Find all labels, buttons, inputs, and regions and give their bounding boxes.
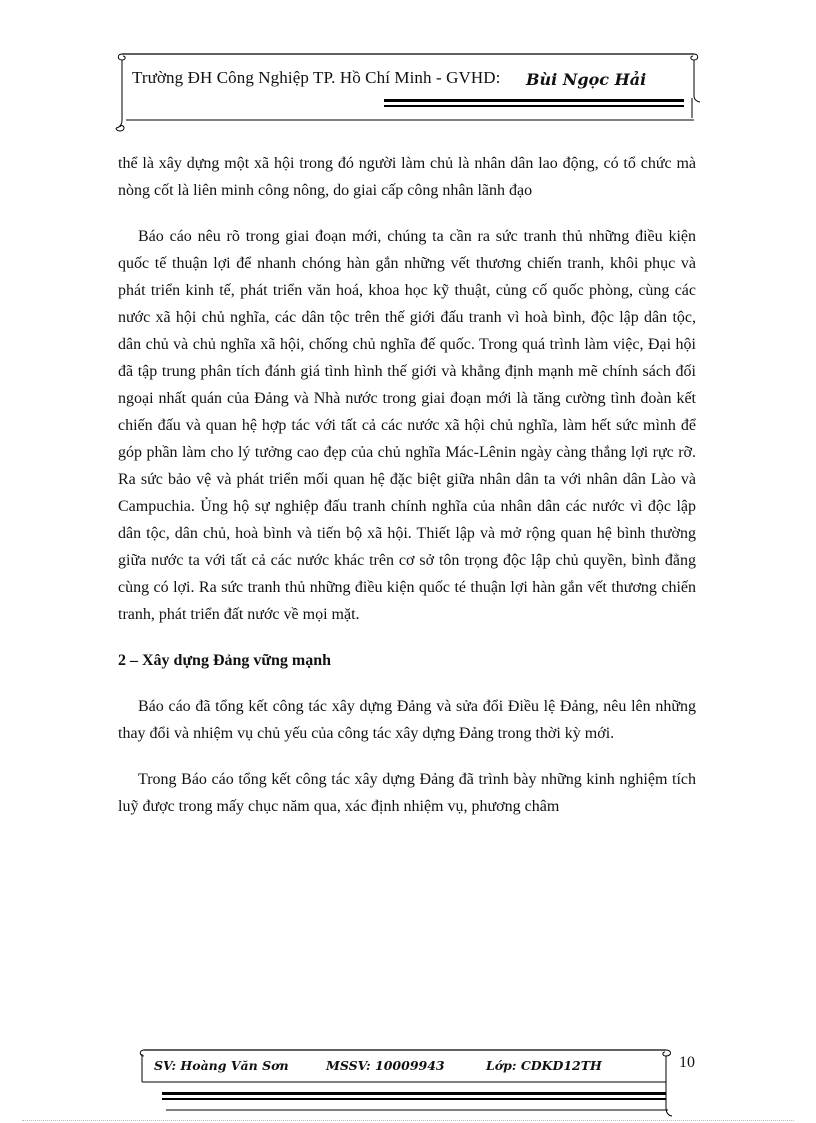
page-number: 10 <box>679 1054 695 1071</box>
footer-banner <box>136 1044 674 1118</box>
footer-student-id: MSSV: 10009943 <box>326 1058 445 1073</box>
advisor-signature: Bùi Ngọc Hải <box>526 70 647 89</box>
paragraph-party-building: Báo cáo đã tổng kết công tác xây dựng Đảng và sửa đổi Điều lệ Đảng, nêu lên những thay đổi và nhiệm vụ chủ yếu của công tác xây dựng Đảng trong thời kỳ mới. <box>118 698 696 742</box>
footer-student-name: SV: Hoàng Văn Sơn <box>154 1058 289 1073</box>
paragraph-party-report: Trong Báo cáo tổng kết công tác xây dựng Đảng đã trình bày những kinh nghiệm tích luỹ được trong mấy chục năm qua, xác định nhiệm vụ, phương châm <box>118 771 696 815</box>
section-heading: 2 – Xây dựng Đảng vững mạnh <box>118 652 332 669</box>
header-banner <box>116 48 700 134</box>
paragraph-continuation: thể là xây dựng một xã hội trong đó người làm chủ là nhân dân lao động, có tổ chức mà nòng cốt là liên minh công nông, do giai cấp công nhân lãnh đạo <box>118 155 696 199</box>
page-bottom-divider <box>22 1120 794 1121</box>
scroll-ornament <box>116 48 700 134</box>
header-title: Trường ĐH Công Nghiệp TP. Hồ Chí Minh - GVHD: <box>132 68 501 87</box>
paragraph-foreign-policy: Báo cáo nêu rõ trong giai đoạn mới, chúng ta cần ra sức tranh thủ những điều kiện quốc tế thuận lợi để nhanh chóng hàn gắn những vết thương chiến tranh, khôi phục và phát triển kinh tế, phát triển văn hoá, khoa học kỹ thuật, củng cố quốc phòng, cùng các nước xã hội chủ nghĩa, các dân tộc trên thế giới đấu tranh vì hoà bình, độc lập dân tộc, dân chủ và chủ nghĩa xã hội, chống chủ nghĩa đế quốc. Trong quá trình làm việc, Đại hội đã tập trung phân tích đánh giá tình hình thế giới và khẳng định mạnh mẽ chính sách đối ngoại nhất quán của Đảng và Nhà nước trong giai đoạn mới là tăng cường tình đoàn kết chiến đấu và quan hệ hợp tác với tất cả các nước xã hội chủ nghĩa, làm hết sức mình để góp phần làm cho lý tưởng cao đẹp của chủ nghĩa Mác-Lênin ngày càng thắng lợi rực rỡ. Ra sức bảo vệ và phát triển mối quan hệ đặc biệt giữa nhân dân ta với nhân dân Lào và Campuchia. Ủng hộ sự nghiệp đấu tranh chính nghĩa của nhân dân các nước vì độc lập dân tộc, dân chủ, hoà bình và tiến bộ xã hội. Thiết lập và mở rộng quan hệ bình thường giữa nước ta với tất cả các nước khác trên cơ sở tôn trọng độc lập chủ quyền, bình đẳng cùng có lợi. Ra sức tranh thủ những điều kiện quốc té thuận lợi hàn gắn vết thương chiến tranh, phát triển đất nước về mọi mặt. <box>118 228 696 623</box>
footer-class: Lớp: CDKD12TH <box>486 1058 602 1073</box>
document-body <box>118 150 696 839</box>
footer-scroll-ornament <box>136 1044 674 1118</box>
